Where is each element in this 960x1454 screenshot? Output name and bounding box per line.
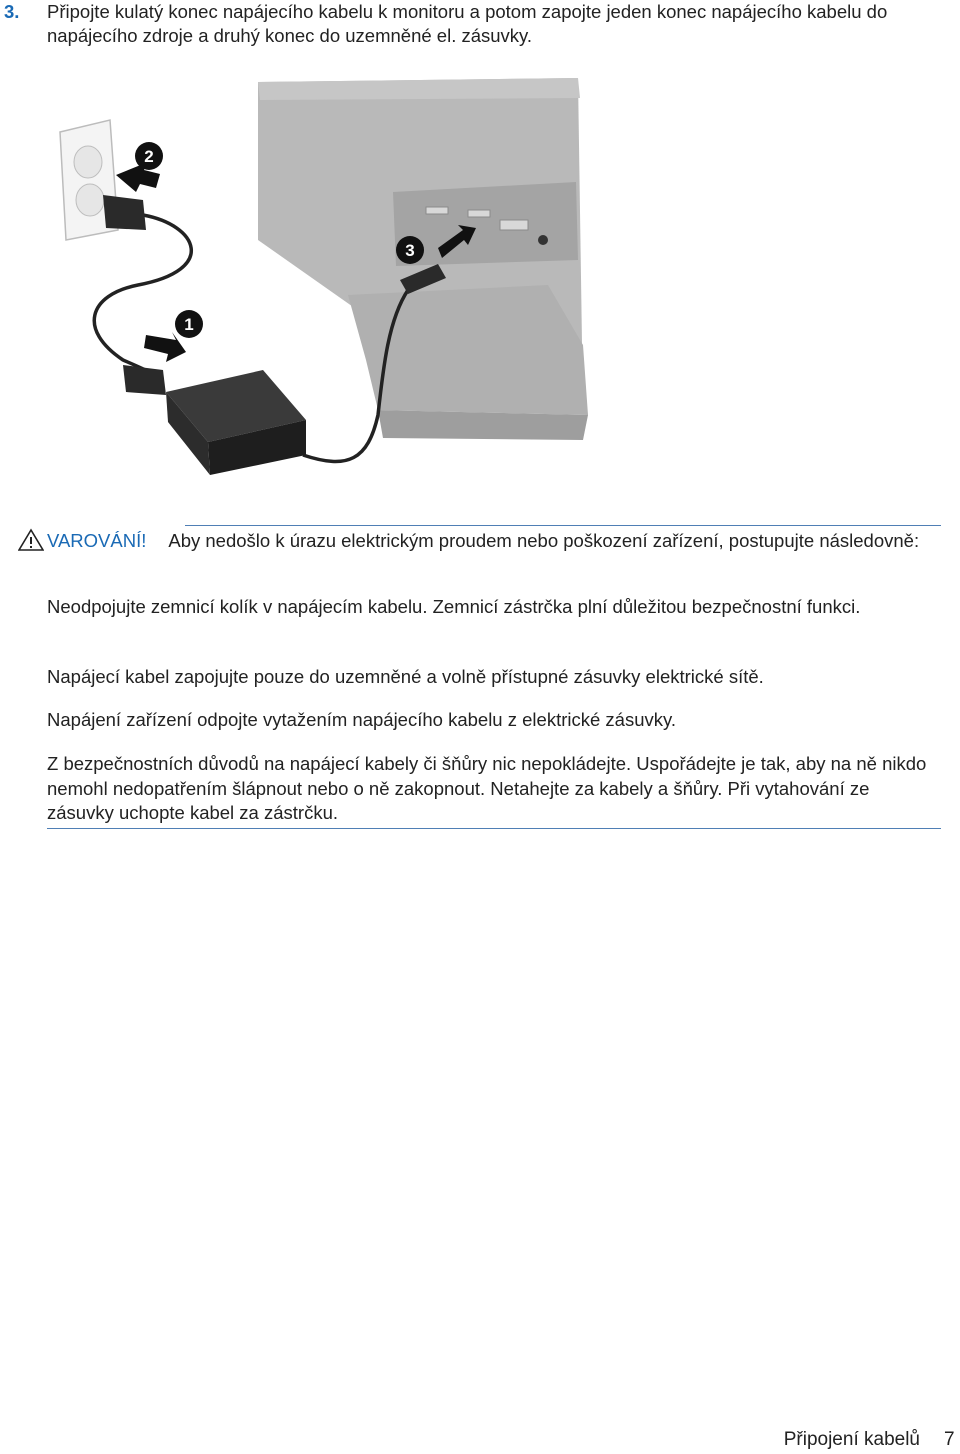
page-footer xyxy=(784,1428,960,1452)
warning-paragraph: Napájení zařízení odpojte vytažením napájecího kabelu z elektrické zásuvky. xyxy=(47,709,676,730)
footer-chapter-title: Připojení kabelů xyxy=(783,1429,920,1450)
warning-paragraph: Napájecí kabel zapojujte pouze do uzemněné a volně přístupné zásuvky elektrické sítě. xyxy=(47,666,764,687)
svg-text:3: 3 xyxy=(405,241,415,260)
svg-text:2: 2 xyxy=(144,147,154,166)
page-number: 7 xyxy=(944,1429,955,1450)
warning-rule-top xyxy=(185,525,941,526)
power-adapter xyxy=(166,370,306,475)
step-number: 3. xyxy=(4,1,20,22)
warning-paragraph: Neodpojujte zemnicí kolík v napájecím kabelu. Zemnicí zástrčka plní důležitou bezpečnostní funkci. xyxy=(47,596,861,617)
warning-paragraph: Z bezpečnostních důvodů na napájecí kabely či šňůry nic nepokládejte. Uspořádejte je tak, aby na ně nikdo nemohl nedopatřením šlápnout nebo o ně zakopnout. Netahejte za kabely a šňůry. Při vytahování ze zásuvky uchopte kabel za zástrčku. xyxy=(47,753,927,823)
step-text: Připojte kulatý konec napájecího kabelu k monitoru a potom zapojte jeden konec napájecího kabelu do napájecího zdroje a druhý konec do uzemněné el. zásuvky. xyxy=(47,1,888,46)
warning-intro: Aby nedošlo k úrazu elektrickým proudem nebo poškození zařízení, postupujte následovně: xyxy=(168,530,920,551)
warning-heading xyxy=(47,528,927,553)
warning-label: VAROVÁNÍ! xyxy=(47,530,147,551)
callout-1 xyxy=(175,310,203,338)
power-connection-illustration xyxy=(48,70,608,480)
monitor-back xyxy=(258,78,588,440)
warning-triangle-icon xyxy=(18,528,44,552)
warning-rule-bottom xyxy=(47,828,941,829)
callout-3 xyxy=(396,236,424,264)
arrow-1-icon xyxy=(144,332,186,362)
svg-text:1: 1 xyxy=(184,315,194,334)
callout-2 xyxy=(135,142,163,170)
